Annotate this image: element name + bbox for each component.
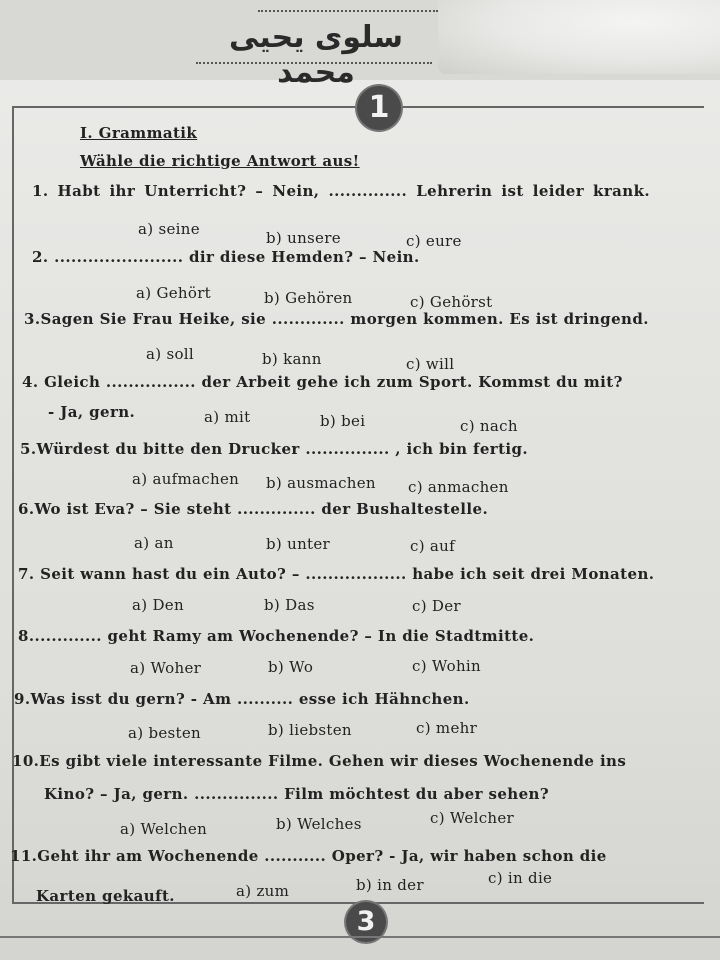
question-10-line-2: Kino? – Ja, gern. ............... Film möchtest du aber sehen? bbox=[44, 785, 550, 803]
page-number-badge: 1 bbox=[357, 86, 401, 130]
question-4: 4. Gleich ................ der Arbeit gehe ich zum Sport. Kommst du mit? bbox=[22, 373, 623, 391]
question-1: 1. Habt ihr Unterricht? – Nein, .............. Lehrerin ist leider krank. bbox=[32, 182, 650, 200]
q6-option-c[interactable]: c) auf bbox=[410, 537, 455, 555]
q7-option-b[interactable]: b) Das bbox=[264, 596, 315, 614]
q3-option-a[interactable]: a) soll bbox=[146, 345, 194, 363]
q3-option-c[interactable]: c) will bbox=[406, 355, 455, 373]
q1-option-b[interactable]: b) unsere bbox=[266, 229, 341, 247]
q10-option-b[interactable]: b) Welches bbox=[276, 815, 362, 833]
q5-option-c[interactable]: c) anmachen bbox=[408, 478, 509, 496]
q4-option-a[interactable]: a) mit bbox=[204, 408, 251, 426]
q1-option-c[interactable]: c) eure bbox=[406, 232, 462, 250]
q2-option-b[interactable]: b) Gehören bbox=[264, 289, 353, 307]
q7-option-c[interactable]: c) Der bbox=[412, 597, 461, 615]
question-4-answer: - Ja, gern. bbox=[48, 403, 136, 421]
q9-option-a[interactable]: a) besten bbox=[128, 724, 202, 742]
page-number-badge-bottom: 3 bbox=[346, 902, 386, 942]
q5-option-b[interactable]: b) ausmachen bbox=[266, 474, 376, 492]
q11-option-b[interactable]: b) in der bbox=[356, 876, 424, 894]
q9-option-c[interactable]: c) mehr bbox=[416, 719, 478, 737]
q8-option-b[interactable]: b) Wo bbox=[268, 658, 314, 676]
student-name: سلوى يحيى محمد bbox=[229, 20, 403, 90]
q3-option-b[interactable]: b) kann bbox=[262, 350, 322, 368]
question-2: 2. ....................... dir diese Hemden? – Nein. bbox=[32, 248, 420, 266]
q1-option-a[interactable]: a) seine bbox=[138, 220, 200, 238]
q8-option-a[interactable]: a) Woher bbox=[130, 659, 202, 677]
q6-option-a[interactable]: a) an bbox=[134, 534, 174, 552]
q10-option-c[interactable]: c) Welcher bbox=[430, 809, 514, 827]
q6-option-b[interactable]: b) unter bbox=[266, 535, 331, 553]
q4-option-b[interactable]: b) bei bbox=[320, 412, 366, 430]
section-title: I. Grammatik bbox=[80, 124, 198, 142]
question-10: 10.Es gibt viele interessante Filme. Gehen wir dieses Wochenende ins bbox=[12, 752, 627, 770]
question-3: 3.Sagen Sie Frau Heike, sie ............. morgen kommen. Es ist dringend. bbox=[24, 310, 649, 328]
question-6: 6.Wo ist Eva? – Sie steht .............. der Bushaltestelle. bbox=[18, 500, 489, 518]
question-7: 7. Seit wann hast du ein Auto? – .................. habe ich seit drei Monaten. bbox=[18, 565, 655, 583]
question-9: 9.Was isst du gern? - Am .......... esse ich Hähnchen. bbox=[14, 690, 470, 708]
q2-option-c[interactable]: c) Gehörst bbox=[410, 293, 493, 311]
dotted-line-top bbox=[258, 10, 438, 12]
q8-option-c[interactable]: c) Wohin bbox=[412, 657, 481, 675]
q11-option-a[interactable]: a) zum bbox=[236, 882, 290, 900]
q4-option-c[interactable]: c) nach bbox=[460, 417, 518, 435]
instruction: Wähle die richtige Antwort aus! bbox=[80, 152, 360, 170]
question-11-line-2: Karten gekauft. bbox=[36, 887, 175, 905]
q7-option-a[interactable]: a) Den bbox=[132, 596, 184, 614]
question-11: 11.Geht ihr am Wochenende ........... Oper? - Ja, wir haben schon die bbox=[10, 847, 607, 865]
question-8: 8............. geht Ramy am Wochenende? – In die Stadtmitte. bbox=[18, 627, 535, 645]
question-5: 5.Würdest du bitte den Drucker ............... , ich bin fertig. bbox=[20, 440, 529, 458]
q11-option-c[interactable]: c) in die bbox=[488, 869, 553, 887]
q5-option-a[interactable]: a) aufmachen bbox=[132, 470, 240, 488]
bottom-divider bbox=[0, 936, 720, 938]
q2-option-a[interactable]: a) Gehört bbox=[136, 284, 212, 302]
q10-option-a[interactable]: a) Welchen bbox=[120, 820, 208, 838]
q9-option-b[interactable]: b) liebsten bbox=[268, 721, 352, 739]
dotted-line-name bbox=[196, 62, 432, 64]
photo-corner bbox=[438, 0, 720, 74]
